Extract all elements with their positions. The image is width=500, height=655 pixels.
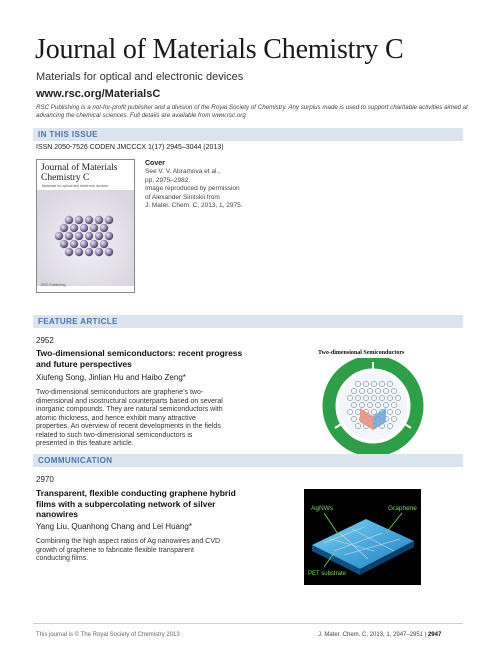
abstract-line: properties. An overview of recent developments in the fields [36,423,221,430]
footer-page-number: 2947 [427,632,442,638]
abstract-line: dimensional and isostructural counterparts based on several [36,397,223,405]
footer-citation [318,632,441,638]
lattice-sphere [90,240,98,248]
cover-thumbnail[interactable] [36,159,135,293]
cover-mini-publisher: RSC Publishing [41,283,66,287]
lattice-sphere [70,240,78,248]
lattice-sphere [65,248,73,256]
title-line: nanowires [36,509,79,519]
lattice-sphere [85,248,93,256]
feature-graphic-ring [320,358,426,454]
communication-graphic [304,489,421,585]
cover-mini-title: Journal of Materials Chemistry C [41,163,118,183]
lattice-sphere [70,224,78,232]
cover-line: Image reproduced by permission [145,185,240,193]
lattice-sphere [80,224,88,232]
communication-page-number: 2970 [36,475,54,484]
lattice-sphere [75,232,83,240]
footer-citation-text: J. Mater. Chem. C, 2013, 1, 2947–2951 | [318,632,427,638]
section-bar-in-this-issue: IN THIS ISSUE [33,128,463,141]
abstract-line: growth of graphene to fabricate flexible transparent [36,546,194,554]
lattice-sphere [85,216,93,224]
cover-heading: Cover [145,160,165,167]
title-line: Two-dimensional semiconductors: recent progress [36,348,243,358]
footer-copyright: This journal is © The Royal Society of Chemistry 2013 [36,632,180,638]
label-agnws: AgNWs [311,505,334,512]
title-line: Transparent, flexible conducting graphene hybrid [36,488,236,498]
publisher-disclaimer: RSC Publishing is a not-for-profit publisher and a division of the Royal Society of Chemistry. Any surplus made is used to support charitable activities aimed at advancing the chemical sciences. Full details are available from www.rsc.org [36,104,468,119]
lattice-sphere [105,248,113,256]
lattice-sphere [60,240,68,248]
lattice-sphere [85,232,93,240]
issn-line: ISSN 2050-7526 CODEN JMCCCX 1(17) 2945–3044 (2013) [36,144,224,151]
journal-website-link[interactable]: www.rsc.org/MaterialsC [36,88,161,100]
cover-line: See V. V. Abramova et al., [145,168,221,176]
lattice-sphere [95,216,103,224]
abstract-line: Combining the high aspect ratios of Ag nanowires and CVD [36,538,221,545]
feature-authors: Xiufeng Song, Jinlian Hu and Haibo Zeng* [36,373,186,382]
title-line: films with a subpercolating network of silver [36,498,216,509]
footer-divider [33,623,463,624]
feature-graphic-title: Two-dimensional Semiconductors [318,350,405,356]
abstract-line: presented in this feature article. [36,440,134,447]
lattice-sphere [95,232,103,240]
feature-article-title[interactable] [36,348,242,369]
lattice-sphere [105,216,113,224]
communication-abstract [36,538,296,564]
communication-authors: Yang Liu, Quanhong Chang and Lei Huang* [36,522,192,531]
cover-line: pp. 2975–2982. [145,176,191,184]
lattice-sphere [100,224,108,232]
title-line: and future perspectives [36,358,132,369]
feature-page-number: 2952 [36,336,54,345]
cover-lattice-image [37,190,134,286]
feature-abstract [36,389,296,449]
cover-caption [145,160,275,210]
lattice-sphere [55,232,63,240]
cover-line: of Alexander Sinitskii from [145,193,220,201]
lattice-sphere [65,232,73,240]
abstract-line: Two-dimensional semiconductors are graphene’s two- [36,389,204,396]
journal-subtitle: Materials for optical and electronic devices [36,71,244,83]
section-bar-communication: COMMUNICATION [33,454,463,467]
cover-mini-subtitle: Materials for optical and electronic devices [42,184,108,188]
cover-line: J. Mater. Chem. C, 2013, 1, 2975. [145,202,243,210]
lattice-sphere [105,232,113,240]
communication-article-title[interactable] [36,488,236,520]
label-graphene: Graphene [388,505,417,512]
lattice-sphere [75,216,83,224]
lattice-sphere [65,216,73,224]
label-pet-substrate: PET substrate [308,571,346,577]
abstract-line: related to such two-dimensional semiconductors is [36,431,193,439]
abstract-line: inorganic compounds. They are natural semiconductors with [36,406,223,413]
abstract-line: conducting films. [36,555,89,562]
lattice-sphere [80,240,88,248]
lattice-sphere [100,240,108,248]
lattice-sphere [75,248,83,256]
lattice-sphere [90,224,98,232]
lattice-sphere [95,248,103,256]
abstract-line: atomic thickness, and hence exhibit many attractive [36,414,196,422]
section-bar-feature-article: FEATURE ARTICLE [33,315,463,328]
journal-title: Journal of Materials Chemistry C [35,34,404,65]
lattice-sphere [60,224,68,232]
